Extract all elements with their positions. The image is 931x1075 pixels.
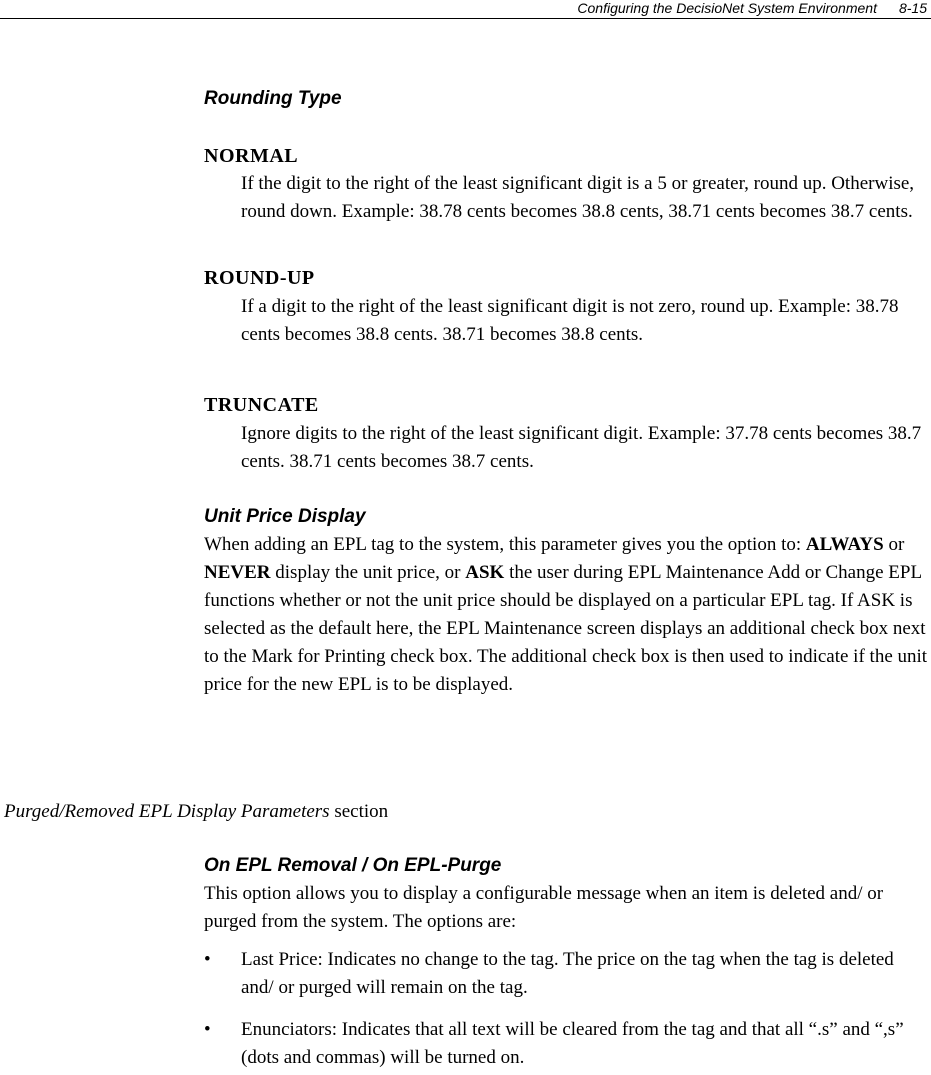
term-truncate: TRUNCATE [204,394,319,416]
removal-paragraph: This option allows you to display a configurable message when an item is deleted and/ or purged from the system. The options are: [204,883,884,932]
term-round-up: ROUND-UP [204,267,315,289]
bullet-last-price: Last Price: Indicates no change to the tag. The price on the tag when the tag is deleted and/ or purged will remain on the tag. [241,949,894,998]
unit-price-text-or: or [883,534,905,555]
desc-normal: If the digit to the right of the least significant digit is a 5 or greater, round up. Otherwise, round down. Example: 38.78 cents becomes 38.8 cents, 38.71 cents becomes 38.7 cents. [241,173,915,222]
unit-price-paragraph [204,531,931,699]
on-epl-removal-heading: On EPL Removal / On EPL-Purge [204,855,502,876]
term-normal: NORMAL [204,145,299,167]
unit-price-display-heading: Unit Price Display [204,506,366,527]
option-ask: ASK [465,562,505,583]
purged-section-title-italic: Purged/Removed EPL Display Parameters [4,801,330,822]
desc-truncate: Ignore digits to the right of the least significant digit. Example: 37.78 cents becomes 38.7 cents. 38.71 cents becomes 38.7 cents. [241,423,922,472]
bullet-marker: • [204,949,211,970]
option-never: NEVER [204,562,271,583]
bullet-marker: • [204,1019,211,1040]
unit-price-text-2: display the unit price, or [270,562,466,583]
running-header-title: Configuring the DecisioNet System Environment [577,0,877,16]
unit-price-text-1: When adding an EPL tag to the system, this parameter gives you the option to: [204,534,806,555]
unit-price-text-3: the user during EPL Maintenance Add or Change EPL functions whether or not the unit price should be displayed on a particular EPL tag. If ASK is selected as the default here, the EPL Maintenance screen displays an additional check box next to the Mark for Printing check box. The additional check box is then used to indicate if the unit price for the new EPL is to be displayed. [204,562,928,695]
page-number: 8-15 [898,0,927,16]
purged-section-title-suffix: section [329,801,389,822]
bullet-enunciators: Enunciators: Indicates that all text will be cleared from the tag and that all “.s” and “,s” (dots and commas) will be turned on. [241,1019,904,1068]
desc-round-up: If a digit to the right of the least significant digit is not zero, round up. Example: 38.78 cents becomes 38.8 cents. 38.71 becomes 38.8 cents. [241,296,899,345]
purged-section-title [4,798,388,826]
running-header [577,0,927,16]
header-rule [0,18,931,19]
option-always: ALWAYS [805,534,884,555]
rounding-type-heading: Rounding Type [204,88,342,109]
